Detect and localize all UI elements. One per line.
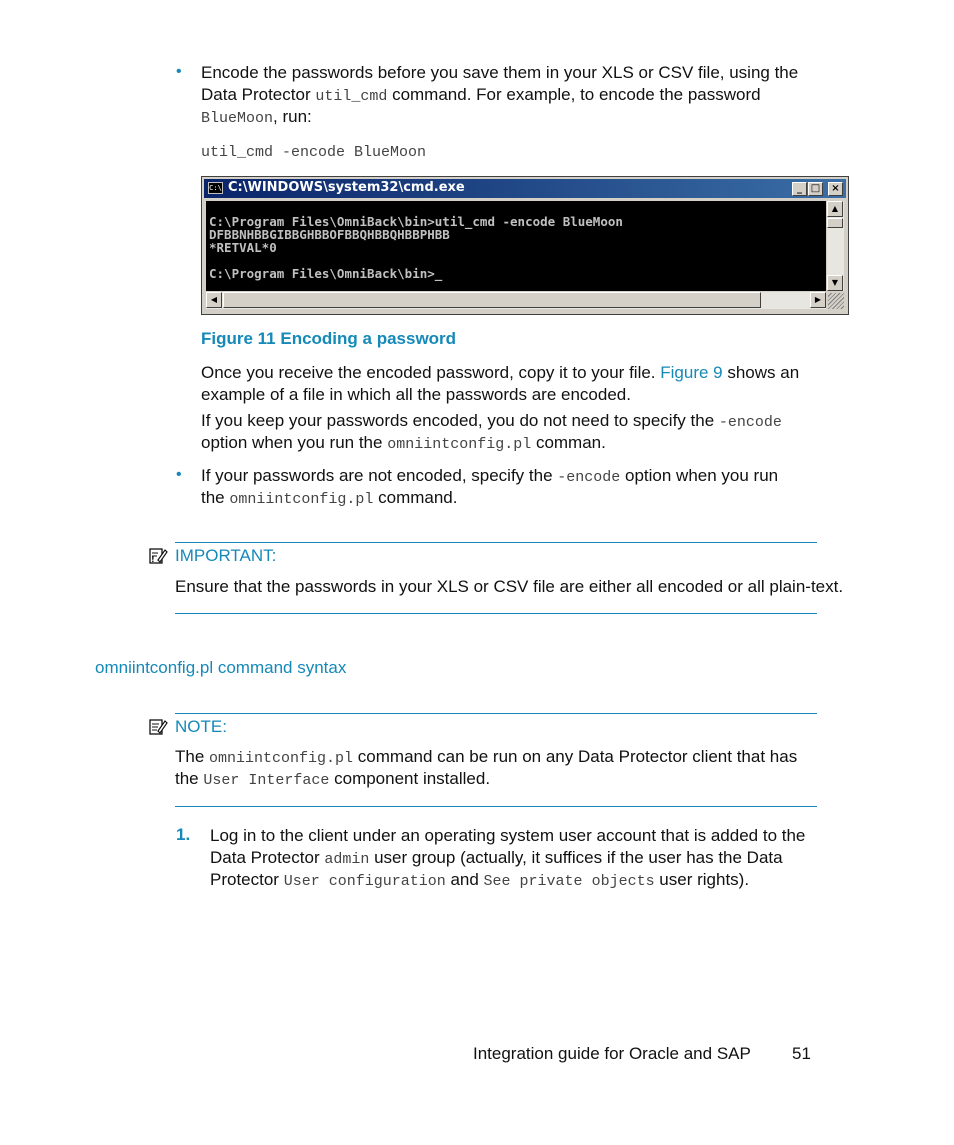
console-line: C:\Program Files\OmniBack\bin>util_cmd -encode BlueMoon <box>209 214 623 229</box>
code-omniintconfig: omniintconfig.pl <box>387 436 532 453</box>
bullet2-line1 <box>201 465 778 489</box>
text-span: command can be run on any Data Protector client that has <box>353 747 798 766</box>
bullet-marker: • <box>176 63 182 80</box>
code-util-cmd: util_cmd <box>315 88 388 105</box>
svg-text:!: ! <box>151 555 155 564</box>
important-icon <box>148 546 168 566</box>
note-icon <box>148 717 168 737</box>
scroll-left-icon[interactable]: ◀ <box>206 292 222 308</box>
code-user-interface: User Interface <box>203 772 330 789</box>
bullet1-line3 <box>201 106 312 130</box>
text-span: user rights). <box>654 870 750 889</box>
text-span: comman. <box>531 433 606 452</box>
important-top-rule <box>175 542 817 543</box>
bullet1-line2 <box>201 84 761 108</box>
console-line: C:\Program Files\OmniBack\bin>_ <box>209 266 443 281</box>
code-omniintconfig: omniintconfig.pl <box>209 750 354 767</box>
note-line1 <box>175 746 797 770</box>
text-span: option when you run the <box>201 433 388 452</box>
note-line2 <box>175 768 490 792</box>
step1-line1: Log in to the client under an operating system user account that is added to the <box>210 826 806 845</box>
footer-title: Integration guide for Oracle and SAP <box>473 1044 751 1063</box>
scroll-up-icon[interactable]: ▲ <box>827 201 843 217</box>
para1-line2: example of a file in which all the passwords are encoded. <box>201 385 631 404</box>
resize-grip-icon[interactable] <box>828 293 844 309</box>
figure9-link[interactable]: Figure 9 <box>660 363 723 382</box>
para1-line1 <box>201 362 799 384</box>
code-user-configuration: User configuration <box>283 873 446 890</box>
console-line: DFBBNHBBGIBBGHBBOFBBQHBBQHBBPHBB <box>209 227 450 242</box>
text-span: the <box>201 488 230 507</box>
text-span: component installed. <box>329 769 491 788</box>
vertical-scrollbar[interactable] <box>827 201 844 291</box>
bullet-marker: • <box>176 466 182 483</box>
bullet2-line2 <box>201 487 457 511</box>
scroll-right-icon[interactable]: ▶ <box>810 292 826 308</box>
cmd-title: C:\WINDOWS\system32\cmd.exe <box>228 180 465 195</box>
code-bluemoon: BlueMoon <box>201 110 274 127</box>
note-top-rule <box>175 713 817 714</box>
text-span: The <box>175 747 210 766</box>
text-span: option when you run <box>620 466 779 485</box>
maximize-button[interactable]: □ <box>808 182 823 196</box>
text-span: , run: <box>273 107 312 126</box>
text-span: If your passwords are not encoded, specify the <box>201 466 558 485</box>
text-span: Data Protector <box>210 848 325 867</box>
code-see-private-objects: See private objects <box>483 873 655 890</box>
para2-line1 <box>201 410 782 434</box>
text-span: Once you receive the encoded password, copy it to your file. <box>201 363 661 382</box>
cmd-window <box>201 176 849 315</box>
text-span: and <box>445 870 484 889</box>
text-span: command. For example, to encode the password <box>387 85 761 104</box>
text-span: Data Protector <box>201 85 316 104</box>
text-span: command. <box>373 488 458 507</box>
important-bottom-rule <box>175 613 817 614</box>
code-encode: -encode <box>557 469 621 486</box>
note-bottom-rule <box>175 806 817 807</box>
code-omniintconfig: omniintconfig.pl <box>229 491 374 508</box>
cmd-console[interactable] <box>206 201 826 291</box>
bullet1-line1: Encode the passwords before you save them in your XLS or CSV file, using the <box>201 63 799 82</box>
horizontal-scrollbar[interactable] <box>206 292 826 309</box>
cmd-icon: C:\ <box>209 184 222 192</box>
example-command: util_cmd -encode BlueMoon <box>201 144 427 161</box>
code-admin: admin <box>324 851 370 868</box>
para2-line2 <box>201 432 606 456</box>
minimize-button[interactable]: _ <box>792 182 807 196</box>
scroll-down-icon[interactable]: ▼ <box>827 275 843 291</box>
page-number: 51 <box>792 1044 811 1063</box>
scroll-thumb[interactable] <box>223 292 761 308</box>
cmd-title-bar <box>204 179 846 198</box>
step1-line2 <box>210 847 783 871</box>
important-label: IMPORTANT: <box>175 546 277 565</box>
section-heading: omniintconfig.pl command syntax <box>95 658 347 677</box>
text-span: user group (actually, it suffices if the user has the Data <box>369 848 783 867</box>
note-label: NOTE: <box>175 717 227 736</box>
text-span: the <box>175 769 204 788</box>
figure-caption: Figure 11 Encoding a password <box>201 329 457 348</box>
close-button[interactable]: × <box>828 182 843 196</box>
scroll-thumb[interactable] <box>827 218 843 228</box>
code-encode: -encode <box>718 414 782 431</box>
text-span: shows an <box>722 363 800 382</box>
important-text: Ensure that the passwords in your XLS or CSV file are either all encoded or all plain-text. <box>175 577 844 596</box>
step-number: 1. <box>176 825 191 844</box>
text-span: If you keep your passwords encoded, you do not need to specify the <box>201 411 719 430</box>
text-span: Protector <box>210 870 284 889</box>
step1-line3 <box>210 869 749 893</box>
console-line: *RETVAL*0 <box>209 240 277 255</box>
